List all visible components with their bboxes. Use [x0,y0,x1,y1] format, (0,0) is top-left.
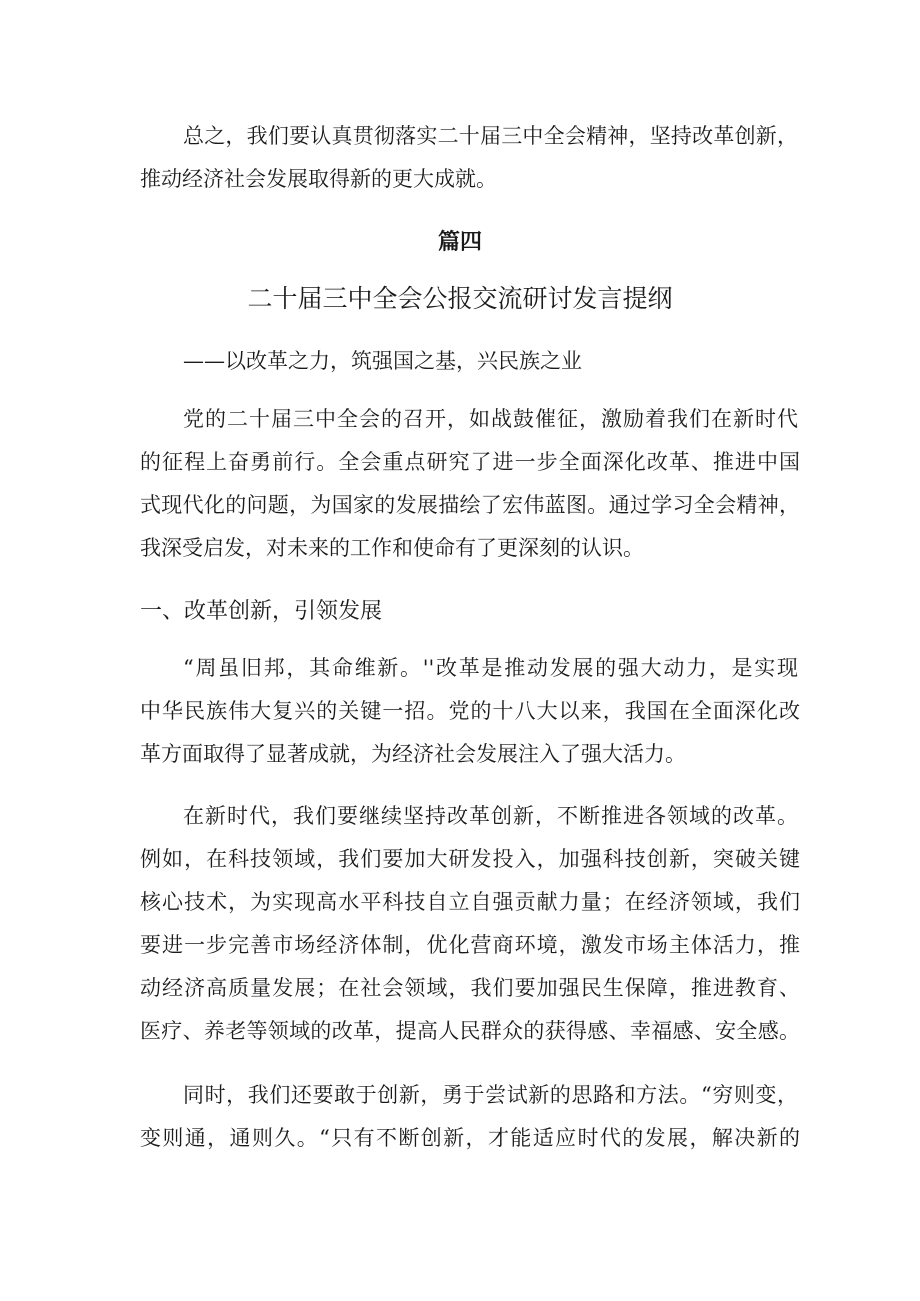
document-subtitle: ——以改革之力，筑强国之基，兴民族之业 [183,349,582,373]
para3-line-1: 在新时代，我们要继续坚持改革创新，不断推进各领域的改革。 [183,804,798,828]
para2-line-1: “周虽旧邦，其命维新。''改革是推动发展的强大动力，是实现 [183,656,798,680]
para3-line-4: 要进一步完善市场经济体制，优化营商环境，激发市场主体活力，推 [140,933,800,957]
conclusion-line-1: 总之，我们要认真贯彻落实二十届三中全会精神，坚持改革创新， [183,124,798,148]
para2-line-2: 中华民族伟大复兴的关键一招。党的十八大以来，我国在全面深化改 [140,699,800,723]
document-title: 二十届三中全会公报交流研讨发言提纲 [247,284,673,313]
para3-line-3: 核心技术，为实现高水平科技自立自强贡献力量；在经济领域，我们 [140,890,800,914]
intro-line-2: 的征程上奋勇前行。全会重点研究了进一步全面深化改革、推进中国 [140,450,800,474]
section-heading: 一、改革创新，引领发展 [140,599,383,624]
para2-line-3: 革方面取得了显著成就，为经济社会发展注入了强大活力。 [140,742,686,766]
intro-line-3: 式现代化的问题，为国家的发展描绘了宏伟蓝图。通过学习全会精神， [140,493,800,517]
para4-line-2: 变则通，通则久。“只有不断创新，才能适应时代的发展，解决新的 [140,1126,800,1150]
conclusion-line-2: 推动经济社会发展取得新的更大成就。 [140,167,497,191]
para3-line-2: 例如，在科技领域，我们要加大研发投入，加强科技创新，突破关键 [140,847,800,871]
para3-line-6: 医疗、养老等领域的改革，提高人民群众的获得感、幸福感、安全感。 [140,1019,800,1043]
section-label: 篇四 [437,230,482,255]
intro-line-1: 党的二十届三中全会的召开，如战鼓催征，激励着我们在新时代 [183,407,798,431]
para4-line-1: 同时，我们还要敢于创新，勇于尝试新的思路和方法。“穷则变， [183,1083,798,1107]
intro-line-4: 我深受启发，对未来的工作和使命有了更深刻的认识。 [140,536,644,560]
para3-line-5: 动经济高质量发展；在社会领域，我们要加强民生保障，推进教育、 [140,976,800,1000]
